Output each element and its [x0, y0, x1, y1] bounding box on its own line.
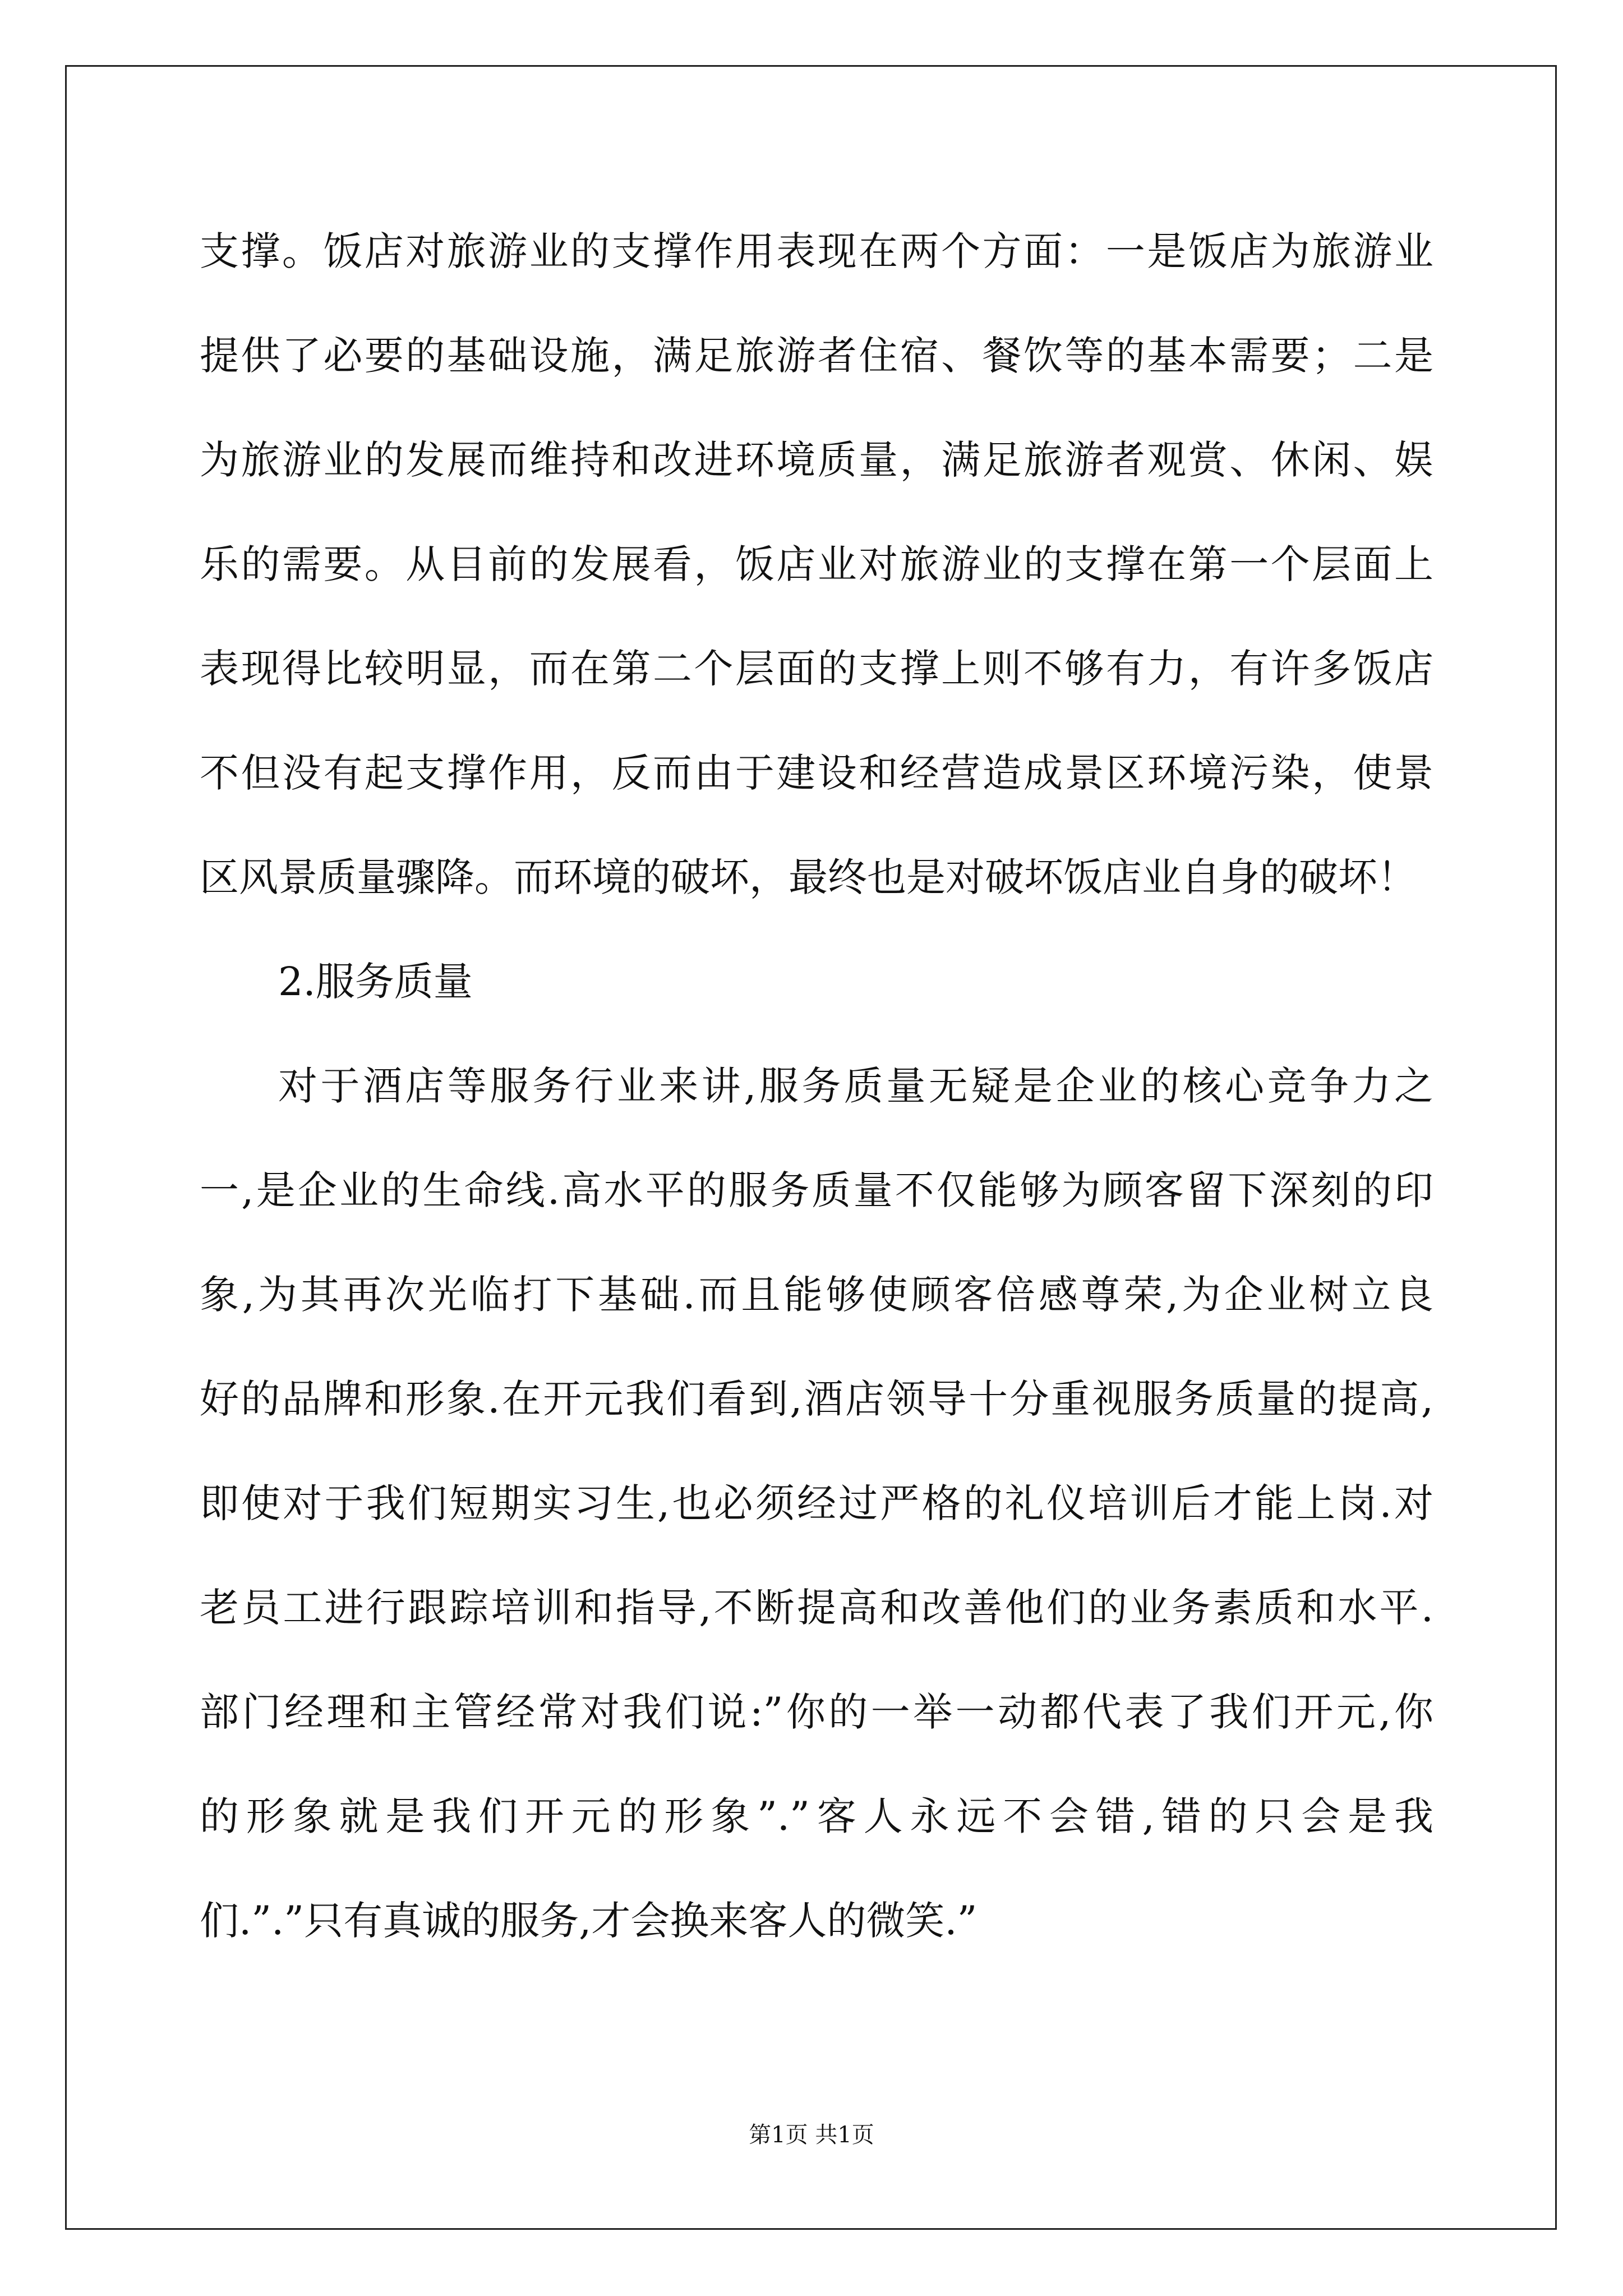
text-line: 为旅游业的发展而维持和改进环境质量，满足旅游者观赏、休闲、娱 — [200, 437, 1433, 483]
page-footer: 第1页 共1页 — [749, 2122, 874, 2148]
text-line: 乐的需要。从目前的发展看，饭店业对旅游业的支撑在第一个层面上 — [200, 541, 1433, 587]
text-line: 不但没有起支撑作用，反而由于建设和经营造成景区环境污染，使景 — [200, 750, 1433, 796]
text-line: 提供了必要的基础设施，满足旅游者住宿、餐饮等的基本需要；二是 — [200, 333, 1433, 379]
text-line: 表现得比较明显，而在第二个层面的支撑上则不够有力，有许多饭店 — [200, 646, 1433, 692]
text-line: 部门经理和主管经常对我们说:”你的一举一动都代表了我们开元,你 — [200, 1689, 1433, 1735]
text-line: 象,为其再次光临打下基础.而且能够使顾客倍感尊荣,为企业树立良 — [200, 1272, 1433, 1318]
paragraph-support — [200, 218, 1433, 948]
text-line: 好的品牌和形象.在开元我们看到,酒店领导十分重视服务质量的提高, — [200, 1376, 1433, 1422]
text-line: 区风景质量骤降。而环境的破坏，最终也是对破坏饭店业自身的破坏！ — [200, 854, 1417, 900]
section-heading: 2.服务质量 — [278, 959, 473, 1005]
document-body — [200, 218, 1433, 1991]
text-line: 即使对于我们短期实习生,也必须经过严格的礼仪培训后才能上岗.对 — [200, 1480, 1433, 1526]
text-line: 的形象就是我们开元的形象”.”客人永远不会错,错的只会是我 — [200, 1793, 1433, 1839]
text-line: 一,是企业的生命线.高水平的服务质量不仅能够为顾客留下深刻的印 — [200, 1167, 1433, 1213]
text-line: 们.”.”只有真诚的服务,才会换来客人的微笑.” — [200, 1898, 978, 1944]
text-line: 支撑。饭店对旅游业的支撑作用表现在两个方面：一是饭店为旅游业 — [200, 228, 1433, 274]
text-line: 对于酒店等服务行业来讲,服务质量无疑是企业的核心竞争力之 — [278, 1063, 1433, 1109]
text-line: 老员工进行跟踪培训和指导,不断提高和改善他们的业务素质和水平. — [200, 1585, 1433, 1631]
paragraph-service-quality — [200, 1052, 1433, 1991]
